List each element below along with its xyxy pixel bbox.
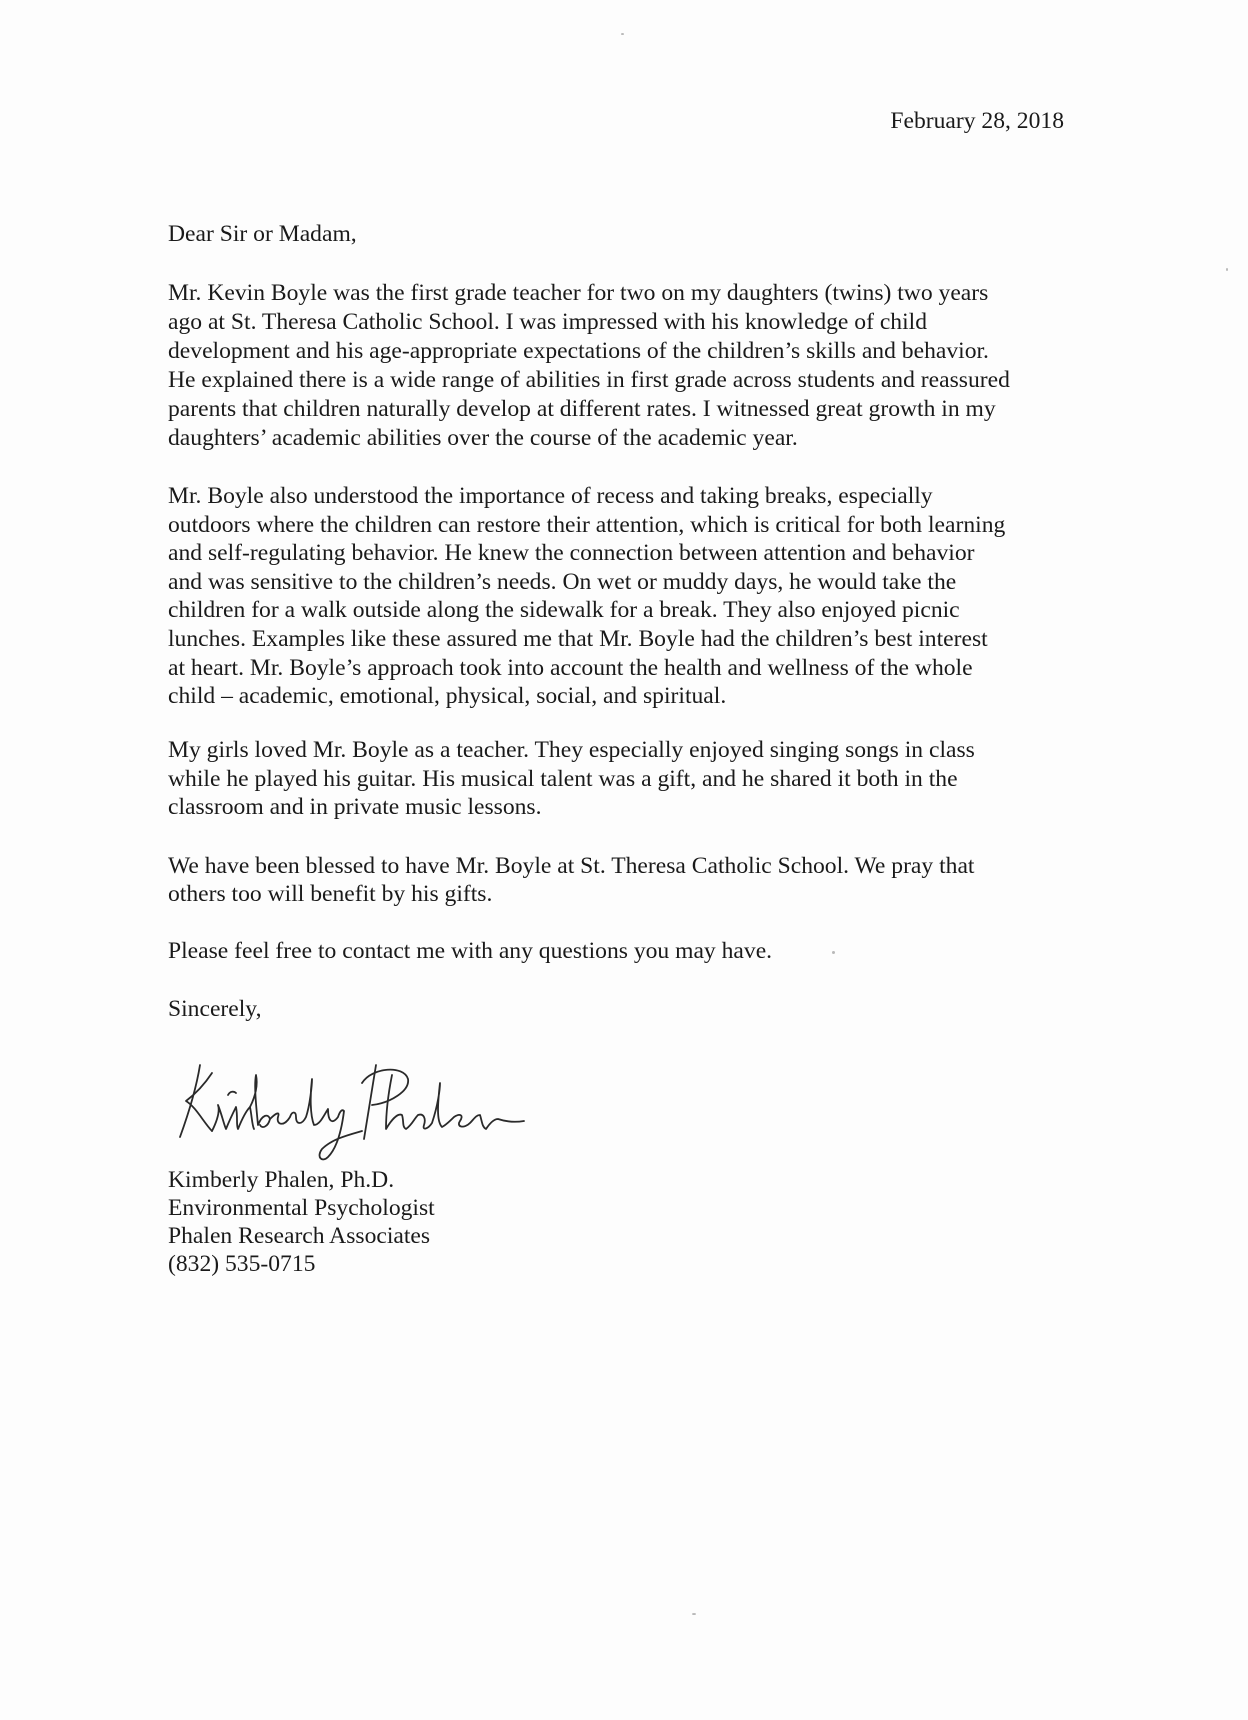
paragraph-line: child – academic, emotional, physical, social, and spiritual. xyxy=(168,683,727,709)
scan-speck xyxy=(692,1613,696,1615)
signer-phone: (832) 535-0715 xyxy=(168,1251,316,1277)
paragraph-line: outdoors where the children can restore their attention, which is critical for both learning xyxy=(168,512,1006,538)
signer-organization: Phalen Research Associates xyxy=(168,1223,431,1249)
scan-speck xyxy=(621,33,624,35)
paragraph-line: Mr. Boyle also understood the importance of recess and taking breaks, especially xyxy=(168,483,933,509)
letter-date: February 28, 2018 xyxy=(890,108,1064,134)
paragraph-line: and self-regulating behavior. He knew the connection between attention and behavior xyxy=(168,540,975,566)
paragraph-line: My girls loved Mr. Boyle as a teacher. They especially enjoyed singing songs in class xyxy=(168,737,975,763)
paragraph-line: development and his age-appropriate expectations of the children’s skills and behavior. xyxy=(168,338,989,364)
paragraph-line: Mr. Kevin Boyle was the first grade teacher for two on my daughters (twins) two years xyxy=(168,280,989,306)
salutation: Dear Sir or Madam, xyxy=(168,221,357,247)
paragraph-line: classroom and in private music lessons. xyxy=(168,794,542,820)
paragraph-line: children for a walk outside along the sidewalk for a break. They also enjoyed picnic xyxy=(168,597,960,623)
paragraph-line: daughters’ academic abilities over the course of the academic year. xyxy=(168,425,798,451)
signer-name: Kimberly Phalen, Ph.D. xyxy=(168,1167,395,1193)
scan-speck xyxy=(832,951,835,954)
paragraph-line: Please feel free to contact me with any questions you may have. xyxy=(168,938,773,964)
paragraph-line: He explained there is a wide range of abilities in first grade across students and reassured xyxy=(168,367,1010,393)
scan-speck xyxy=(1226,268,1228,271)
signature-image xyxy=(172,1045,532,1163)
paragraph-line: We have been blessed to have Mr. Boyle at St. Theresa Catholic School. We pray that xyxy=(168,853,975,879)
paragraph-line: lunches. Examples like these assured me that Mr. Boyle had the children’s best interest xyxy=(168,626,988,652)
paragraph-line: others too will benefit by his gifts. xyxy=(168,881,493,907)
signer-title: Environmental Psychologist xyxy=(168,1195,435,1221)
paragraph-line: ago at St. Theresa Catholic School. I was impressed with his knowledge of child xyxy=(168,309,928,335)
closing: Sincerely, xyxy=(168,996,262,1022)
paragraph-line: at heart. Mr. Boyle’s approach took into account the health and wellness of the whole xyxy=(168,655,973,681)
paragraph-line: and was sensitive to the children’s needs. On wet or muddy days, he would take the xyxy=(168,569,957,595)
paragraph-line: parents that children naturally develop at different rates. I witnessed great growth in my xyxy=(168,396,996,422)
paragraph-line: while he played his guitar. His musical talent was a gift, and he shared it both in the xyxy=(168,766,958,792)
